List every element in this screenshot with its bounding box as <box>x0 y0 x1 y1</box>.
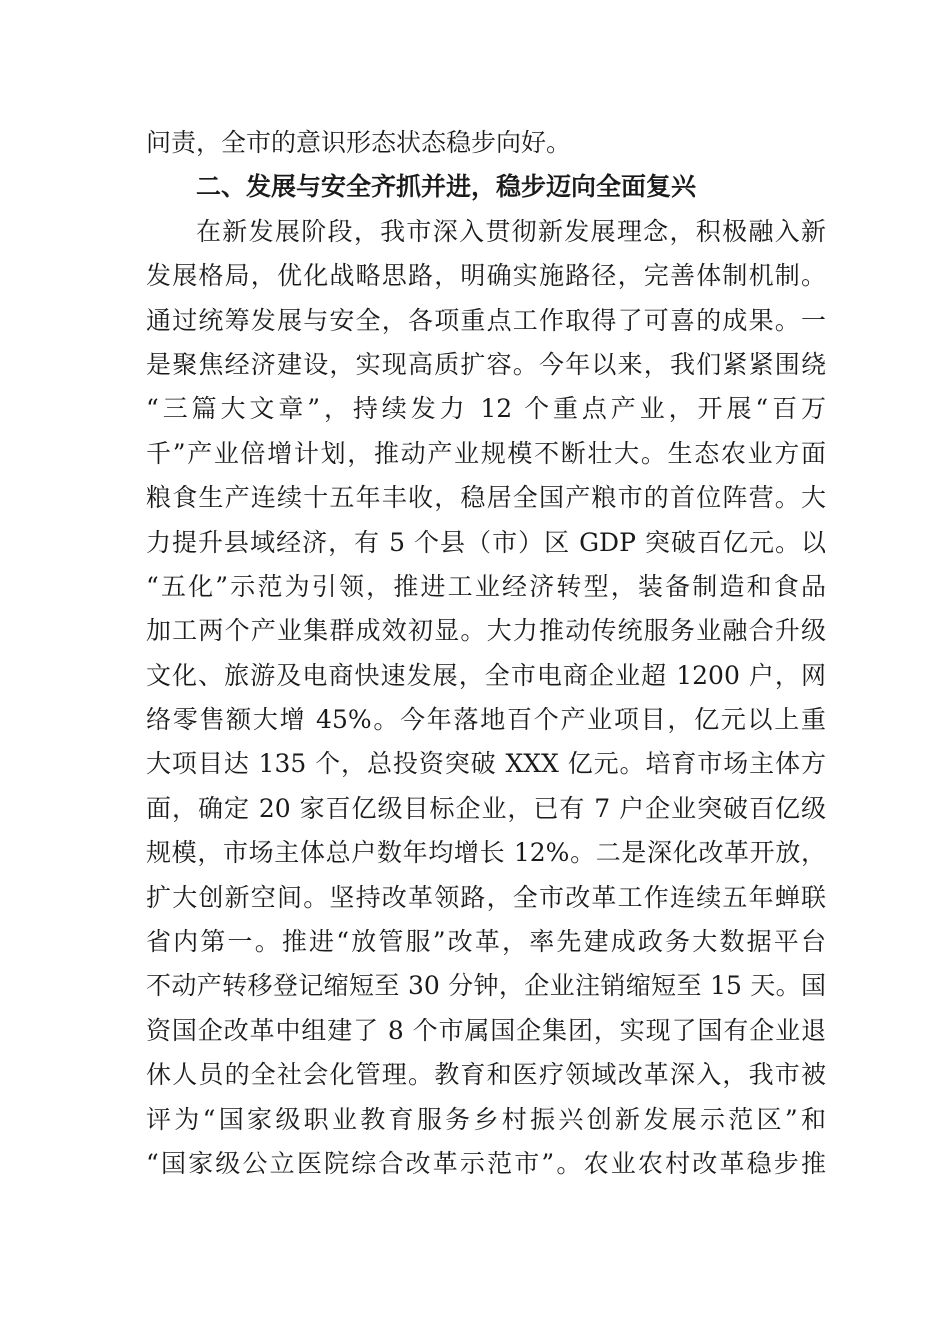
text-line: 资国企改革中组建了 8 个市属国企集团，实现了国有企业退 <box>146 1015 826 1045</box>
text-line: “三篇大文章”，持续发力 12 个重点产业，开展“百万 <box>146 394 826 424</box>
text-line: 大项目达 135 个，总投资突破 XXX 亿元。培育市场主体方 <box>146 749 826 779</box>
text-line: 粮食生产连续十五年丰收，稳居全国产粮市的首位阵营。大 <box>146 483 826 513</box>
text-line: 文化、旅游及电商快速发展，全市电商企业超 1200 户，网 <box>146 660 826 690</box>
text-line: 发展格局，优化战略思路，明确实施路径，完善体制机制。 <box>146 261 826 291</box>
text-line: 加工两个产业集群成效初显。大力推动传统服务业融合升级 <box>146 616 826 646</box>
text-line: 不动产转移登记缩短至 30 分钟，企业注销缩短至 15 天。国 <box>146 971 826 1001</box>
text-line: 通过统筹发展与安全，各项重点工作取得了可喜的成果。一 <box>146 305 826 335</box>
text-line: 扩大创新空间。坚持改革领路，全市改革工作连续五年蝉联 <box>146 882 826 912</box>
text-line: 规模，市场主体总户数年均增长 12%。二是深化改革开放， <box>146 838 826 868</box>
text-line: “国家级公立医院综合改革示范市”。农业农村改革稳步推 <box>146 1148 826 1178</box>
document-body <box>146 121 826 1186</box>
text-line: 评为“国家级职业教育服务乡村振兴创新发展示范区”和 <box>146 1104 826 1134</box>
text-line: 问责，全市的意识形态状态稳步向好。 <box>146 128 572 157</box>
text-line: 络零售额大增 45%。今年落地百个产业项目，亿元以上重 <box>146 705 826 735</box>
text-line: 面，确定 20 家百亿级目标企业，已有 7 户企业突破百亿级 <box>146 793 826 823</box>
text-line: 省内第一。推进“放管服”改革，率先建成政务大数据平台 <box>146 927 826 957</box>
text-line: “五化”示范为引领，推进工业经济转型，装备制造和食品 <box>146 571 826 601</box>
text-line: 在新发展阶段，我市深入贯彻新发展理念，积极融入新 <box>196 216 826 246</box>
text-line: 千”产业倍增计划，推动产业规模不断壮大。生态农业方面 <box>146 438 826 468</box>
text-line: 是聚焦经济建设，实现高质扩容。今年以来，我们紧紧围绕 <box>146 349 826 379</box>
text-line: 休人员的全社会化管理。教育和医疗领域改革深入，我市被 <box>146 1060 826 1090</box>
section-heading: 二、发展与安全齐抓并进，稳步迈向全面复兴 <box>196 172 697 202</box>
text-line: 力提升县域经济，有 5 个县（市）区 GDP 突破百亿元。以 <box>146 527 826 557</box>
